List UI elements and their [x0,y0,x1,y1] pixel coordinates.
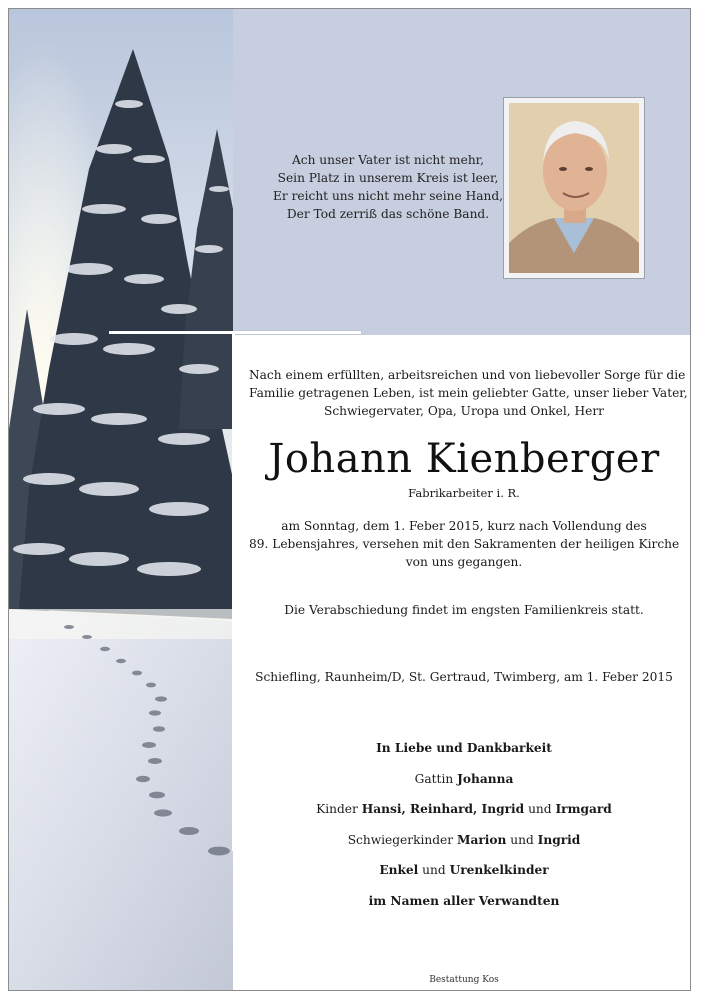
widow-label: Gattin [414,771,454,786]
passing-line: am Sonntag, dem 1. Feber 2015, kurz nach Vollendung des [281,519,647,533]
children-last: Irmgard [555,802,612,816]
children-and: und [528,802,552,816]
grand-and: und [422,863,446,877]
mourners-closing: im Namen aller Verwandten [368,893,560,908]
passing-paragraph [249,517,679,571]
grandchildren: Enkel [379,863,419,877]
passing-line: 89. Lebensjahres, versehen mit den Sakramenten der heiligen Kirche [249,537,680,551]
winter-forest-photo [9,9,233,990]
header-panel [233,9,691,335]
obituary-card [8,8,691,991]
passing-line: von uns gegangen. [405,555,523,569]
farewell-notice: Die Verabschiedung findet im engsten Familienkreis statt. [284,603,644,617]
cross-horizontal-bar [109,331,361,334]
place-and-date: Schiefling, Raunheim/D, St. Gertraud, Twimberg, am 1. Feber 2015 [255,670,673,684]
intro-line: Schwiegervater, Opa, Uropa und Onkel, Herr [323,404,605,418]
poem-line: Er reicht uns nicht mehr seine Hand, [272,189,504,203]
inlaws-and: und [510,832,534,847]
deceased-occupation: Fabrikarbeiter i. R. [408,486,520,500]
poem-line: Ach unser Vater ist nicht mehr, [291,153,485,167]
intro-line: Nach einem erfüllten, arbeitsreichen und von liebevoller Sorge für die [249,368,686,382]
mourners-heading: In Liebe und Dankbarkeit [376,741,552,755]
intro-paragraph [249,366,688,420]
children-names: Hansi, Reinhard, Ingrid [361,802,525,816]
memorial-poem [263,151,513,223]
mourners-list [249,739,679,922]
intro-line: Familie getragenen Leben, ist mein geliebter Gatte, unser lieber Vater, [249,386,688,400]
widow-name: Johanna [457,771,514,786]
great-grandchildren: Urenkelkinder [449,863,549,877]
inlaws-last: Ingrid [537,832,581,847]
cross-vertical-bar [232,331,235,851]
inlaws-label: Schwiegerkinder [347,832,454,847]
undertaker-credit: Bestattung Kos [429,975,499,985]
inlaws-first: Marion [456,832,507,847]
children-label: Kinder [316,802,358,816]
deceased-name: Johann Kienberger [268,436,660,482]
poem-line: Der Tod zerriß das schöne Band. [286,207,490,221]
portrait-photo [503,97,645,279]
poem-line: Sein Platz in unserem Kreis ist leer, [277,171,499,185]
